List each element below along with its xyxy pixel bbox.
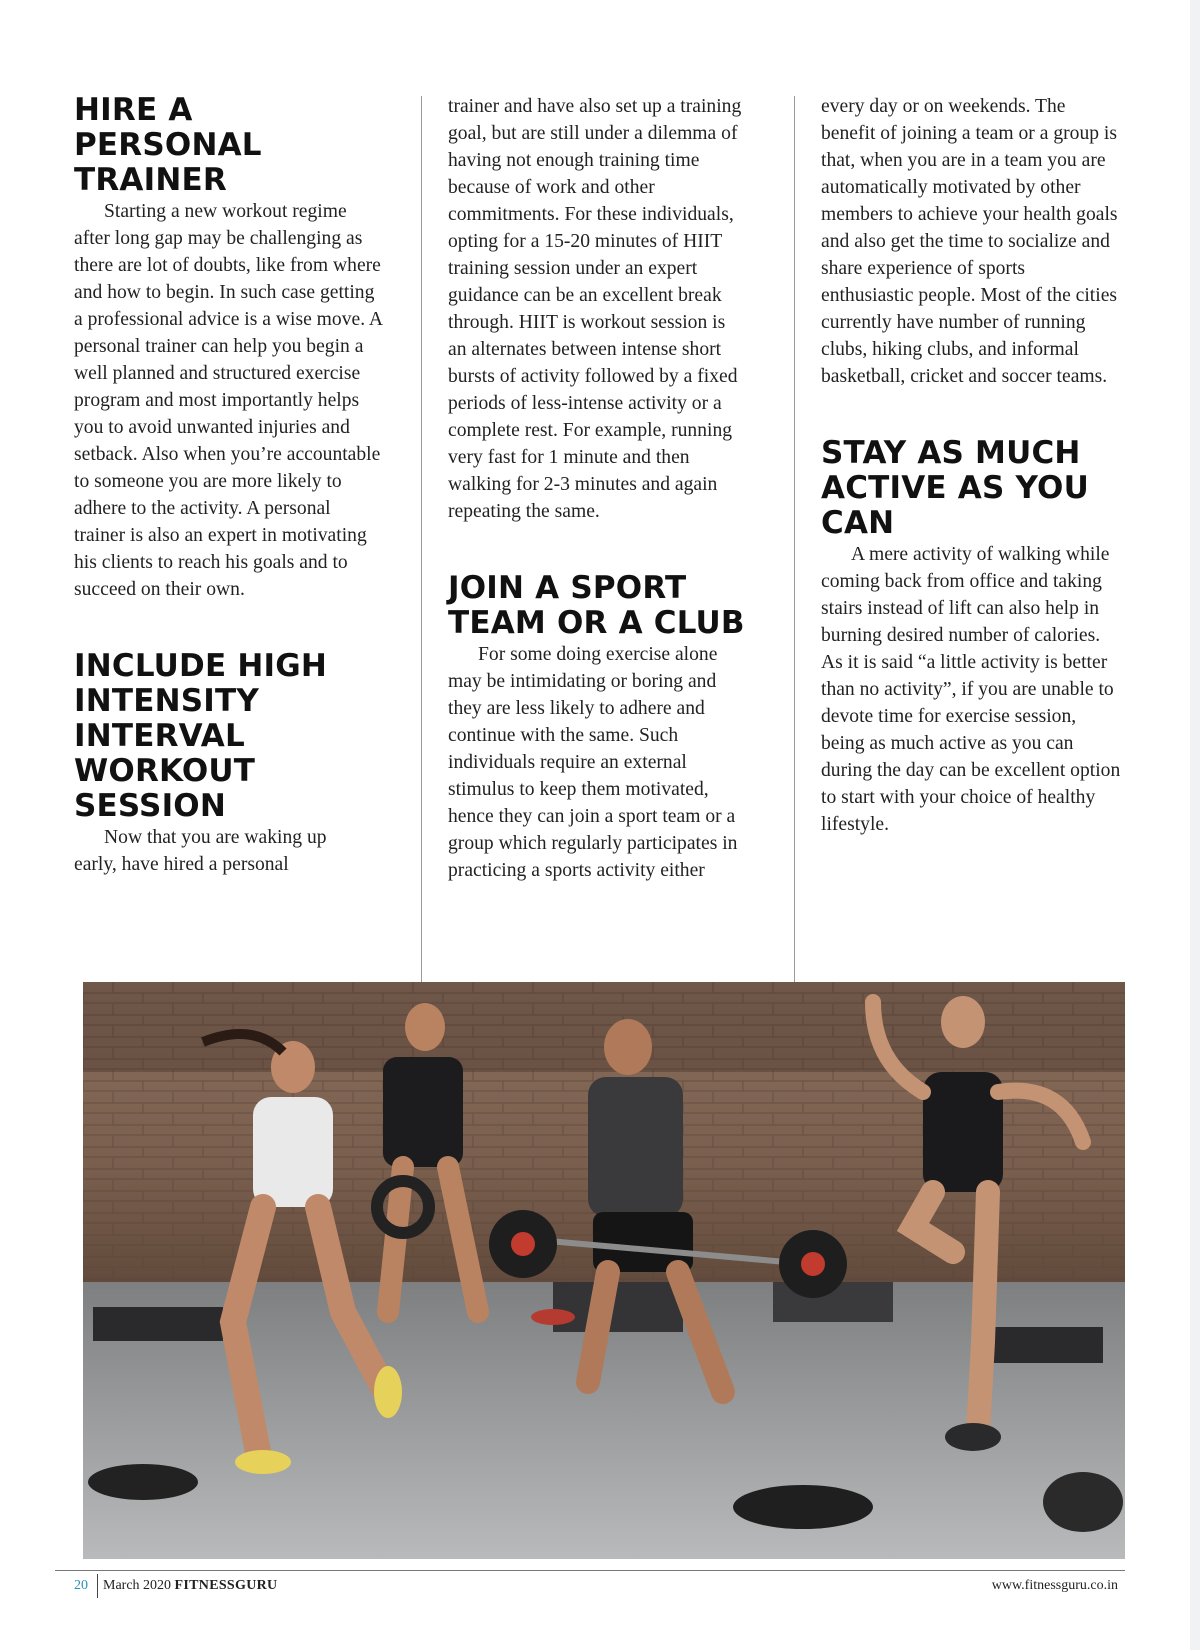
website-url[interactable]: www.fitnessguru.co.in <box>991 1578 1118 1593</box>
heading-line: WORKOUT <box>74 753 256 789</box>
section-heading-hiit <box>74 649 386 824</box>
heading-line: PERSONAL <box>74 127 262 163</box>
heading-line: CAN <box>821 505 895 541</box>
group-workout-photo <box>83 982 1125 1559</box>
heading-line: TRAINER <box>74 162 227 198</box>
footer-rule <box>55 1570 1125 1571</box>
paragraph-hiit-continued: trainer and have also set up a training goal, but are still under a dilemma of having not enough training time because of work and other commitments. For these individuals, opting for a 15-20 minutes of HIIT training session under an expert guidance can be an excellent break through. HIIT is workout session is an alternates between intense short bursts of activity followed by a fixed periods of less-intense activity or a complete rest. For example, running very fast for 1 minute and then walking for 2-3 minutes and again repeating the same. <box>448 96 742 522</box>
heading-line: HIRE A <box>74 92 193 128</box>
heading-line: INTERVAL <box>74 718 245 754</box>
section-heading-sport-team <box>448 571 760 641</box>
heading-line: INCLUDE HIGH <box>74 648 328 684</box>
paragraph-sport-team-continued: every day or on weekends. The benefit of joining a team or a group is that, when you are in a team you are automatically motivated by other members to achieve your health goals and also get the time to socialize and share experience of sports enthusiastic people. Most of the cities currently have number of running clubs, hiking clubs, and informal basketball, cricket and soccer teams. <box>821 96 1118 387</box>
column-divider <box>794 96 795 996</box>
heading-line: STAY AS MUCH <box>821 435 1081 471</box>
section-heading-personal-trainer <box>74 93 386 198</box>
paragraph-hiit-start: Now that you are waking up early, have hired a personal <box>74 827 327 875</box>
column-1 <box>74 93 386 878</box>
column-divider <box>421 96 422 996</box>
column-3 <box>821 93 1133 838</box>
footer-separator <box>97 1574 98 1598</box>
paragraph-personal-trainer: Starting a new workout regime after long gap may be challenging as there are lot of doubts, like from where and how to begin. In such case getting a professional advice is a wise move. A personal trainer can help you begin a well planned and structured exercise program and most importantly helps you to avoid unwanted injuries and setback. Also when you’re accountable to someone you are more likely to adhere to the activity. A personal trainer is also an expert in motivating his clients to reach his goals and to succeed on their own. <box>74 201 382 600</box>
page-number: 20 <box>74 1578 88 1593</box>
footer-issue <box>103 1578 277 1594</box>
column-2 <box>448 93 760 884</box>
heading-line: INTENSITY <box>74 683 259 719</box>
paragraph-sport-team: For some doing exercise alone may be intimidating or boring and they are less likely to adhere and continue with the same. Such individuals require an external stimulus to keep them motivated, hence they can join a sport team or a group which regularly participates in practicing a sports activity either <box>448 644 738 881</box>
issue-date: March 2020 <box>103 1578 172 1593</box>
heading-line: TEAM OR A CLUB <box>448 605 745 641</box>
section-heading-stay-active <box>821 436 1133 541</box>
paragraph-stay-active: A mere activity of walking while coming back from office and taking stairs instead of lift can also help in burning desired number of calories. As it is said “a little activity is better than no activity”, if you are unable to devote time for exercise session, being as much active as you can during the day can be excellent option to start with your choice of healthy lifestyle. <box>821 544 1121 835</box>
magazine-name: FITNESSGURU <box>174 1578 278 1593</box>
page-edge <box>1190 0 1200 1650</box>
heading-line: JOIN A SPORT <box>448 570 687 606</box>
heading-line: ACTIVE AS YOU <box>821 470 1089 506</box>
group-workout-illustration <box>83 982 1125 1559</box>
heading-line: SESSION <box>74 788 226 824</box>
